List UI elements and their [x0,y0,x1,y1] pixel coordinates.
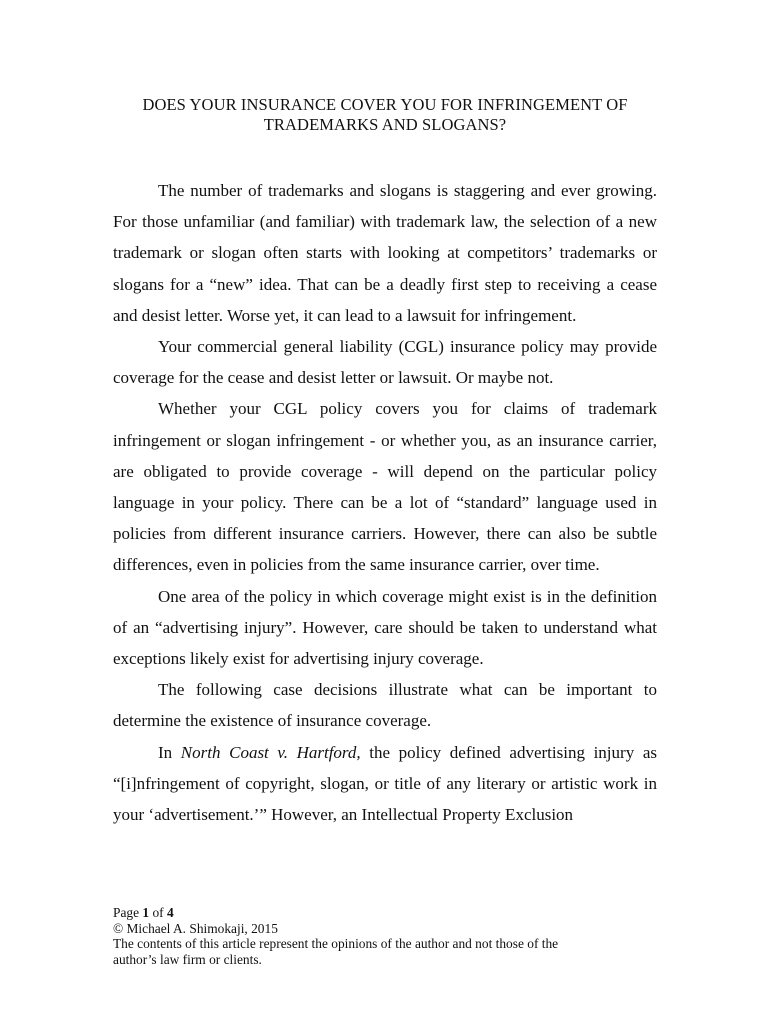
page-total: 4 [166,905,174,920]
disclaimer-line-2: author’s law firm or clients. [113,951,262,967]
paragraph-5: The following case decisions illustrate what can be important to determine the existence of insurance coverage. [113,680,657,731]
paragraph-6 [113,737,657,831]
paragraph-6-text: the policy defined advertising injury as “[i]nfringement of copyright, slogan, or title of any literary or artistic work in your ‘advertisement.’” However, an Intellectual Property Exclusion [113,742,657,825]
page-number [113,905,673,921]
document-title [60,95,710,135]
paragraph-6-prefix: In [158,742,181,762]
title-line-1: DOES YOUR INSURANCE COVER YOU FOR INFRINGEMENT OF [142,95,628,114]
copyright-notice: © Michael A. Shimokaji, 2015 [113,920,278,936]
paragraph-4: One area of the policy in which coverage might exist is in the definition of an “advertising injury”. However, care should be taken to understand what exceptions likely exist for advertising injury coverage. [113,586,657,669]
case-name: North Coast v. Hartford, [180,742,361,762]
document-body [113,175,657,830]
paragraph-1: The number of trademarks and slogans is staggering and ever growing. For those unfamiliar (and familiar) with trademark law, the selection of a new trademark or slogan often starts with looking at competitors’ trademarks or slogans for a “new” idea. That can be a deadly first step to receiving a cease and desist letter. Worse yet, it can lead to a lawsuit for infringement. [113,181,657,325]
title-line-2: TRADEMARKS AND SLOGANS? [263,115,507,134]
page-label: Page [113,905,143,920]
paragraph-3: Whether your CGL policy covers you for claims of trademark infringement or slogan infringement - or whether you, as an insurance carrier, are obligated to provide coverage - will depend on the particular policy language in your policy. There can be a lot of “standard” language used in policies from different insurance carriers. However, there can also be subtle differences, even in policies from the same insurance carrier, over time. [113,399,657,575]
disclaimer-line-1: The contents of this article represent the opinions of the author and not those of the [113,936,559,952]
page-of: of [149,905,167,920]
page-current: 1 [142,905,150,920]
paragraph-2: Your commercial general liability (CGL) insurance policy may provide coverage for the cease and desist letter or lawsuit. Or maybe not. [113,337,657,388]
page-footer [113,905,673,967]
